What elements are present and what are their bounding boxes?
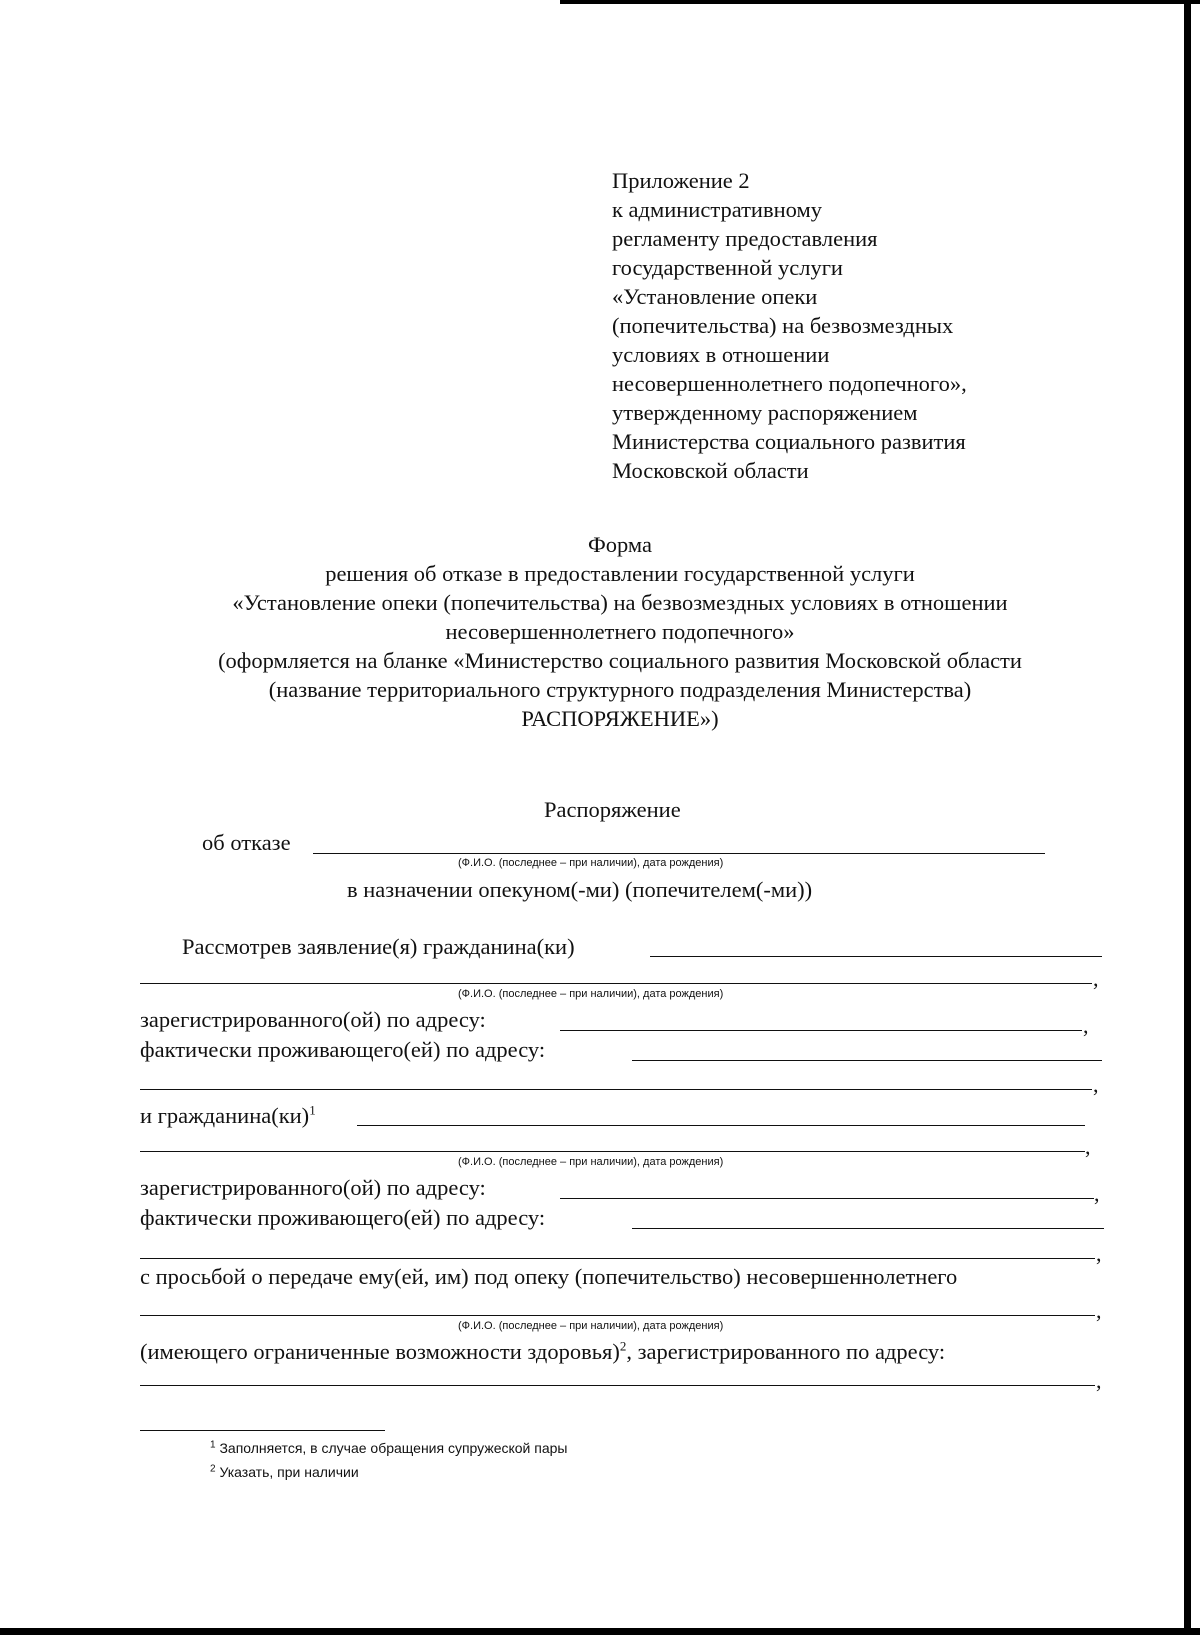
disabilities-line: [140, 1338, 945, 1366]
living-address-field[interactable]: [632, 1060, 1102, 1061]
form-header-line: «Установление опеки (попечительства) на безвозмездных условиях в отношении: [232, 590, 1008, 615]
form-header-line: несовершеннолетнего подопечного»: [445, 619, 795, 644]
scan-edge-top: [560, 0, 1200, 4]
appendix-line: Московской области: [612, 458, 809, 483]
appendix-line: «Установление опеки: [612, 284, 818, 309]
form-header-line: решения об отказе в предоставлении государственной услуги: [325, 561, 915, 586]
registered-label: зарегистрированного(ой) по адресу:: [140, 1175, 486, 1200]
appendix-line: Министерства социального развития: [612, 429, 966, 454]
living-label: фактически проживающего(ей) по адресу:: [140, 1205, 546, 1230]
footnote-2: [210, 1462, 359, 1482]
disabilities-text: (имеющего ограниченные возможности здоровья): [140, 1339, 620, 1364]
fio-caption: (Ф.И.О. (последнее – при наличии), дата рождения): [458, 988, 724, 1000]
footnote-ref: 1: [309, 1102, 316, 1118]
second-living-address-field[interactable]: [632, 1228, 1104, 1229]
registered-address-field[interactable]: [560, 1030, 1082, 1031]
form-header-line: (оформляется на бланке «Министерство социального развития Московской области: [218, 648, 1022, 673]
and-citizen-text: и гражданина(ки): [140, 1103, 310, 1128]
comma: ,: [1093, 1072, 1099, 1097]
second-applicant-name-field[interactable]: [357, 1125, 1085, 1126]
scan-edge-bottom: [0, 1628, 1200, 1635]
footnote-1: [210, 1438, 567, 1458]
appointment-line: в назначении опекуном(-ми) (попечителем(-ми)): [347, 877, 813, 902]
appendix-block: [612, 166, 967, 485]
appendix-line: государственной услуги: [612, 255, 843, 280]
footnote-text: Заполняется, в случае обращения супружеской пары: [219, 1440, 568, 1456]
registered-label: зарегистрированного(ой) по адресу:: [140, 1007, 486, 1032]
appendix-line: к административному: [612, 197, 822, 222]
appendix-line: Приложение 2: [612, 168, 750, 193]
appendix-line: условиях в отношении: [612, 342, 830, 367]
footnote-mark: 1: [210, 1439, 216, 1451]
form-header-line: (название территориального структурного подразделения Министерства): [268, 677, 972, 702]
living-address-field-cont[interactable]: [140, 1089, 1092, 1090]
footnote-text: Указать, при наличии: [219, 1464, 359, 1480]
comma: ,: [1093, 966, 1099, 991]
registered-at-text: , зарегистрированного по адресу:: [626, 1339, 946, 1364]
living-label: фактически проживающего(ей) по адресу:: [140, 1037, 546, 1062]
fio-caption: (Ф.И.О. (последнее – при наличии), дата рождения): [458, 1156, 724, 1168]
appendix-line: несовершеннолетнего подопечного»,: [612, 371, 967, 396]
second-applicant-name-field-cont[interactable]: [140, 1151, 1085, 1152]
fio-caption: (Ф.И.О. (последнее – при наличии), дата рождения): [458, 1320, 724, 1332]
comma: ,: [1096, 1298, 1102, 1323]
refusal-prefix: об отказе: [202, 830, 291, 855]
applicant-name-field[interactable]: [650, 956, 1102, 957]
appendix-line: (попечительства) на безвозмездных: [612, 313, 954, 338]
refusal-name-field[interactable]: [313, 853, 1045, 854]
second-registered-address-field[interactable]: [560, 1198, 1094, 1199]
comma: ,: [1096, 1241, 1102, 1266]
minor-address-field[interactable]: [140, 1385, 1095, 1386]
form-header-line: Форма: [587, 532, 652, 557]
comma: ,: [1096, 1368, 1102, 1393]
fio-caption: (Ф.И.О. (последнее – при наличии), дата рождения): [458, 857, 724, 869]
footnote-separator: [140, 1430, 385, 1431]
form-header: [140, 530, 1100, 733]
request-text: с просьбой о передаче ему(ей, им) под опеку (попечительство) несовершеннолетнего: [140, 1264, 958, 1289]
form-header-line: РАСПОРЯЖЕНИЕ»): [521, 706, 719, 731]
comma: ,: [1094, 1181, 1100, 1206]
considered-text: Рассмотрев заявление(я) гражданина(ки): [182, 934, 575, 959]
comma: ,: [1085, 1134, 1091, 1159]
second-living-address-field-cont[interactable]: [140, 1258, 1095, 1259]
minor-name-field[interactable]: [140, 1315, 1095, 1316]
appendix-line: утвержденному распоряжением: [612, 400, 918, 425]
footnote-ref: 2: [619, 1338, 627, 1354]
comma: ,: [1083, 1013, 1089, 1038]
appendix-line: регламенту предоставления: [612, 226, 878, 251]
scan-edge-right: [1184, 0, 1191, 1635]
and-citizen-label: [140, 1102, 316, 1130]
order-title: Распоряжение: [544, 797, 681, 822]
applicant-name-field-cont[interactable]: [140, 983, 1092, 984]
footnote-mark: 2: [210, 1463, 216, 1475]
